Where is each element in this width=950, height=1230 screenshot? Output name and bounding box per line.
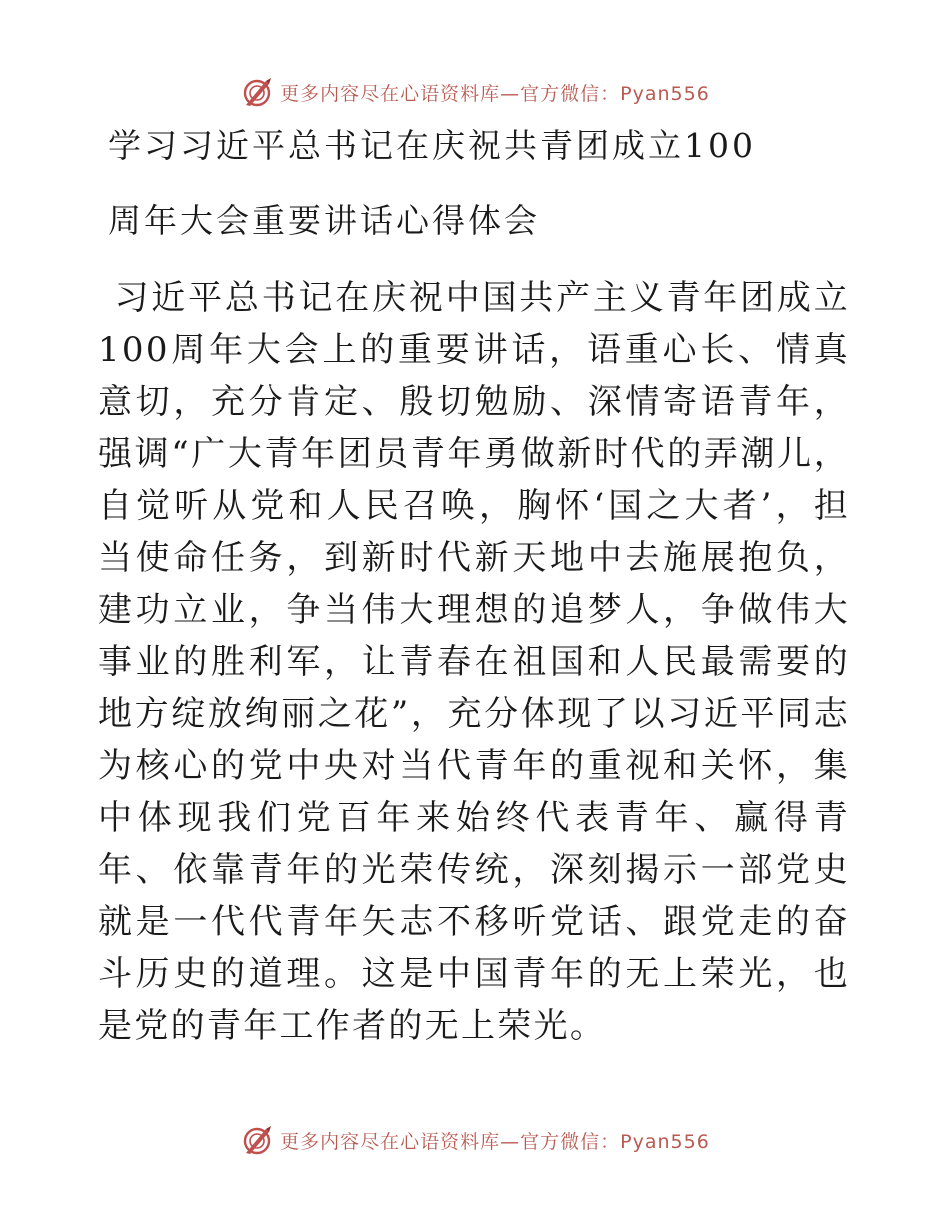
quill-logo-icon (240, 1123, 274, 1157)
watermark-content (240, 75, 710, 109)
quill-logo-icon (240, 75, 274, 109)
document-title-line-1: 学习习近平总书记在庆祝共青团成立100 (108, 126, 756, 165)
watermark-text: 更多内容尽在心语资料库—官方微信：Pyan556 (280, 82, 710, 105)
header-watermark (0, 72, 950, 112)
body-paragraph-text: 习近平总书记在庆祝中国共产主义青年团成立100周年大会上的重要讲话，语重心长、情真意切，充分肯定、殷切勉励、深情寄语青年，强调“广大青年团员青年勇做新时代的弄潮儿，自觉听从党和人民召唤，胸怀‘国之大者’，担当使命任务，到新时代新天地中去施展抱负，建功立业，争当伟大理想的追梦人，争做伟大事业的胜利军，让青春在祖国和人民最需要的地方绽放绚丽之花”，充分体现了以习近平同志为核心的党中央对当代青年的重视和关怀，集中体现我们党百年来始终代表青年、赢得青年、依靠青年的光荣传统，深刻揭示一部党史就是一代代青年矢志不移听党话、跟党走的奋斗历史的道理。这是中国青年的无上荣光，也是党的青年工作者的无上荣光。 (98, 278, 850, 1046)
watermark-content-footer (240, 1123, 710, 1157)
watermark-text: 更多内容尽在心语资料库—官方微信：Pyan556 (280, 1130, 710, 1153)
body-paragraph (98, 272, 850, 1052)
footer-watermark (0, 1120, 950, 1160)
document-title-line-2: 周年大会重要讲话心得体会 (108, 201, 540, 240)
